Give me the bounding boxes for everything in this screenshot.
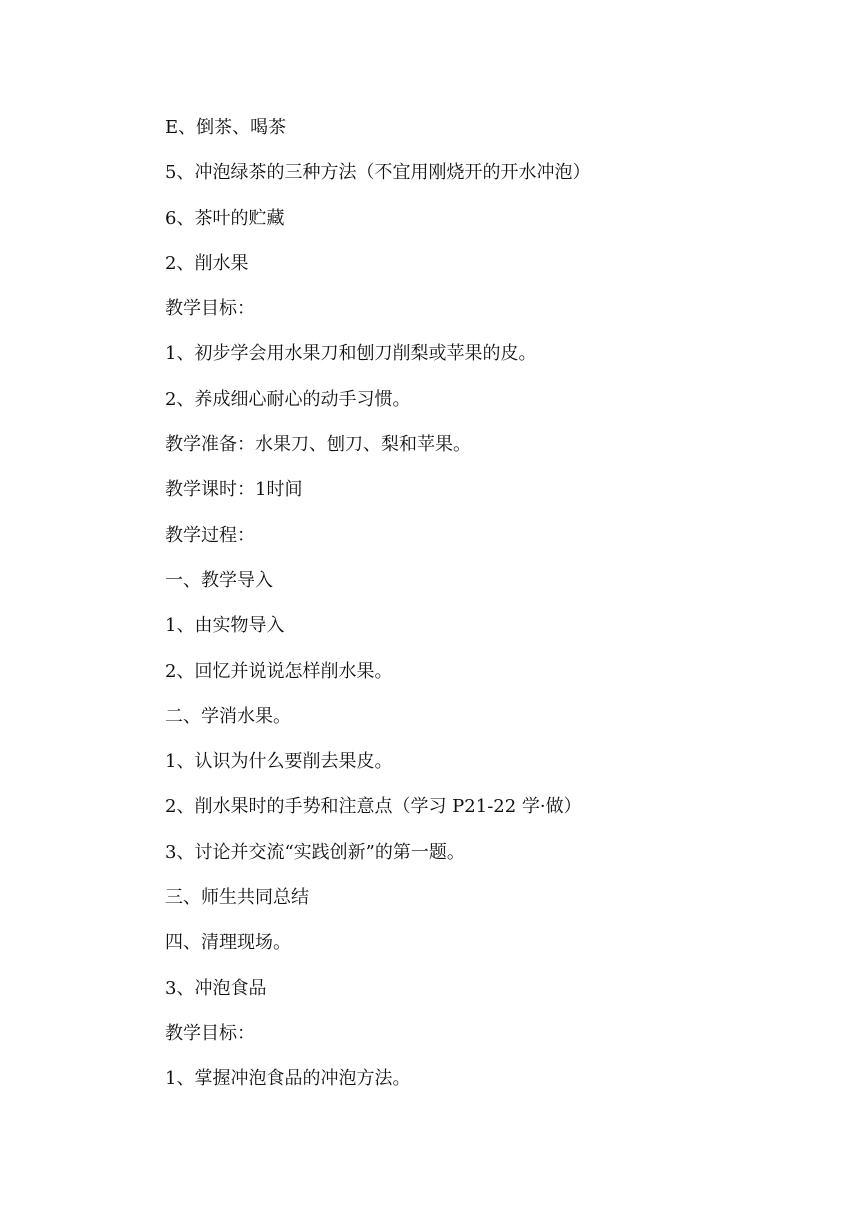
text-line: 教学目标： [165,298,255,320]
text-line: 2、削水果时的手势和注意点（学习 P21-22 学·做） [165,796,582,818]
text-line: 5、冲泡绿茶的三种方法（不宜用刚烧开的开水冲泡） [165,162,591,184]
text-line: 2、养成细心耐心的动手习惯。 [165,388,411,410]
text-line: 1、认识为什么要削去果皮。 [165,751,393,773]
text-line: 教学目标： [165,1022,255,1044]
text-line: 三、师生共同总结 [165,887,309,909]
document-body [165,113,805,1110]
text-line: 1、掌握冲泡食品的冲泡方法。 [165,1068,411,1090]
text-line: 1、由实物导入 [165,615,285,637]
text-line: 二、学消水果。 [165,705,291,727]
text-line: 3、讨论并交流“实践创新”的第一题。 [165,841,465,863]
text-line: 教学准备：水果刀、刨刀、梨和苹果。 [165,434,471,456]
text-line: 教学过程： [165,524,255,546]
text-line: 四、清理现场。 [165,932,291,954]
section-heading: 2、削水果 [165,252,249,274]
text-line: 一、教学导入 [165,569,273,591]
text-line: 1、初步学会用水果刀和刨刀削梨或苹果的皮。 [165,343,537,365]
text-line: 6、茶叶的贮藏 [165,207,285,229]
text-line: 2、回忆并说说怎样削水果。 [165,660,393,682]
section-heading: 3、冲泡食品 [165,977,267,999]
text-line: 教学课时：1时间 [165,479,303,501]
text-line: E、倒茶、喝茶 [165,117,287,138]
